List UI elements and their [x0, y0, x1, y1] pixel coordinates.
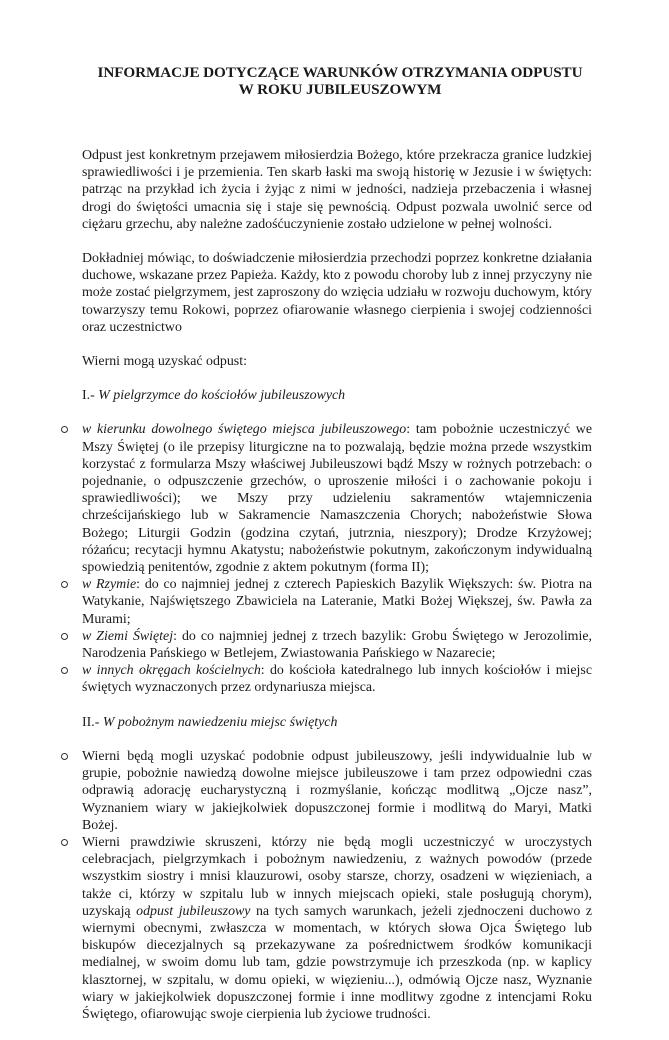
item-text: : do kościoła katedralnego lub innych kościołów i miejsc świętych wyznaczonych przez ordynariusza miejsca. [82, 663, 592, 696]
item-text: : do co najmniej jednej z trzech bazylik: Grobu Świętego w Jerozolimie, Narodzenia Pańskiego w Betlejem, Zwiastowania Pańskiego w Nazarecie; [82, 628, 592, 662]
title-line-1: INFORMACJE DOTYCZĄCE WARUNKÓW OTRZYMANIA ODPUSTU [97, 64, 583, 81]
list-item [82, 662, 592, 696]
intro-text: Wierni mogą uzyskać odpust: [82, 354, 247, 370]
item-text-before: Wierni prawdziwie skruszeni, którzy nie będą mogli uczestniczyć w uroczystych celebracjach, pielgrzymkach i pobożnym nawiedzeniu, z ważnych powodów (przede wszystkim siostry i mnisi klauzurowi, osoby starsze, chorzy, osadzeni w więzieniach, a także ci, którzy w szpitalu lub w innych miejscach opieki, stale posługują chorym), uzyskają [82, 834, 592, 919]
list-item [82, 748, 592, 834]
paragraph-2: Dokładniej mówiąc, to doświadczenie miłosierdzia przechodzi poprzez konkretne działania duchowe, wskazane przez Papieża. Każdy, kto z powodu choroby lub z innej przyczyny nie może zostać pielgrzymem, jest zaproszony do wzięcia udziału w rozwoju duchowym, który towarzyszy temu Rokowi, poprzez ofiarowanie własnego cierpienia i swojej codzienności oraz uczestnictwo [82, 251, 592, 335]
item-lead: w kierunku dowolnego świętego miejsca jubileuszowego [82, 422, 407, 438]
bullet-icon [61, 839, 68, 846]
list-item [82, 834, 592, 1023]
item-emphasis: odpust jubileuszowy [136, 903, 251, 919]
section-2-title: W pobożnym nawiedzeniu miejsc świętych [102, 714, 338, 730]
bullet-icon [61, 753, 68, 760]
paragraph-1: Odpust jest konkretnym przejawem miłosierdzia Bożego, które przekracza granice ludzkiej sprawiedliwości i je przemienia. Ten skarb łaski ma swoją historię w Jezusie i w świętych: patrząc na przykład ich życia i żyjąc z nimi w jedności, nadzieja przebaczenia i własnej drogi do świętości umacnia się i staje się pewnością. Odpust pozwala uwolnić serce od ciężaru grzechu, aby należne zadośćuczynienie zostało udzielone w pełnej wolności. [82, 148, 592, 232]
list-item [82, 576, 592, 628]
section-1-list [82, 421, 592, 696]
section-1-number: I.- [82, 388, 95, 404]
item-lead: w Rzymie [82, 577, 137, 593]
item-text: : do co najmniej jednej z czterech Papieskich Bazylik Większych: św. Piotra na Watykanie, Najświętszego Zbawiciela na Lateranie, Matki Bożej Większej, św. Pawła za Murami; [82, 577, 592, 627]
item-text: : tam pobożnie uczestniczyć we Mszy Świętej (o ile przepisy liturgiczne na to pozwalają, będzie można przede wszystkim korzystać z formularza Mszy właściwej Jubileuszowi bądź Mszy w rożnych potrzebach: o pojednanie, o odpuszczenie grzechów, o uproszenie miłości i o zachowanie pokoju i sprawiedliwości); we Mszy przy udzieleniu sakramentów wtajemniczenia chrześcijańskiego lub w Sakramencie Namaszczenia Chorych; nabożeństwie Słowa Bożego; Liturgii Godzin (godzina czytań, jutrznia, nieszpory); Drodze Krzyżowej; różańcu; recytacji hymnu Akatystu; nabożeństwie pokutnym, zakończonym indywidualną spowiedzią penitentów, zgodnie z aktem pokutnym (forma II); [82, 422, 592, 576]
bullet-icon [61, 581, 68, 588]
item-text: Wierni będą mogli uzyskać podobnie odpust jubileuszowy, jeśli indywidualnie lub w grupie, pobożnie nawiedzą dowolne miejsce jubileuszowe i tam przez odpowiedni czas odprawią adorację eucharystyczną i rozmyślanie, kończąc modlitwą „Ojcze nasz”, Wyznaniem wiary w jakiejkolwiek dopuszczonej formie i modlitwą do Maryi, Matki Bożej. [82, 748, 592, 833]
bullet-icon [61, 426, 68, 433]
item-text-after: na tych samych warunkach, jeżeli zjednoczeni duchowo z wiernymi obecnymi, zwłaszcza w momentach, w których słowa Ojca Świętego lub biskupów diecezjalnych są przekazywane za pośrednictwem środków komunikacji medialnej, w swoim domu lub tam, gdzie powstrzymuje ich przeszkoda (np. w kaplicy klasztornej, w szpitalu, w domu opieki, w więzieniu...), odmówią Ojcze nasz, Wyznanie wiary w jakiejkolwiek dopuszczonej formie i inne modlitwy zgodne z intencjami Roku Świętego, ofiarowując swoje cierpienia lub życiowe trudności. [82, 903, 592, 1022]
section-1-heading [82, 387, 592, 404]
document-body [82, 147, 592, 1040]
section-1-title: W pielgrzymce do kościołów jubileuszowych [98, 388, 346, 404]
title-line-2: W ROKU JUBILEUSZOWYM [238, 81, 442, 98]
section-2-heading [82, 714, 592, 731]
section-2-number: II.- [82, 714, 100, 730]
item-lead: w Ziemi Świętej [82, 628, 174, 644]
section-2-list [82, 748, 592, 1023]
document-title [60, 64, 620, 98]
bullet-icon [61, 633, 68, 640]
list-item [82, 421, 592, 576]
list-item [82, 628, 592, 662]
item-lead: w innych okręgach kościelnych [82, 663, 261, 679]
bullet-icon [61, 667, 68, 674]
